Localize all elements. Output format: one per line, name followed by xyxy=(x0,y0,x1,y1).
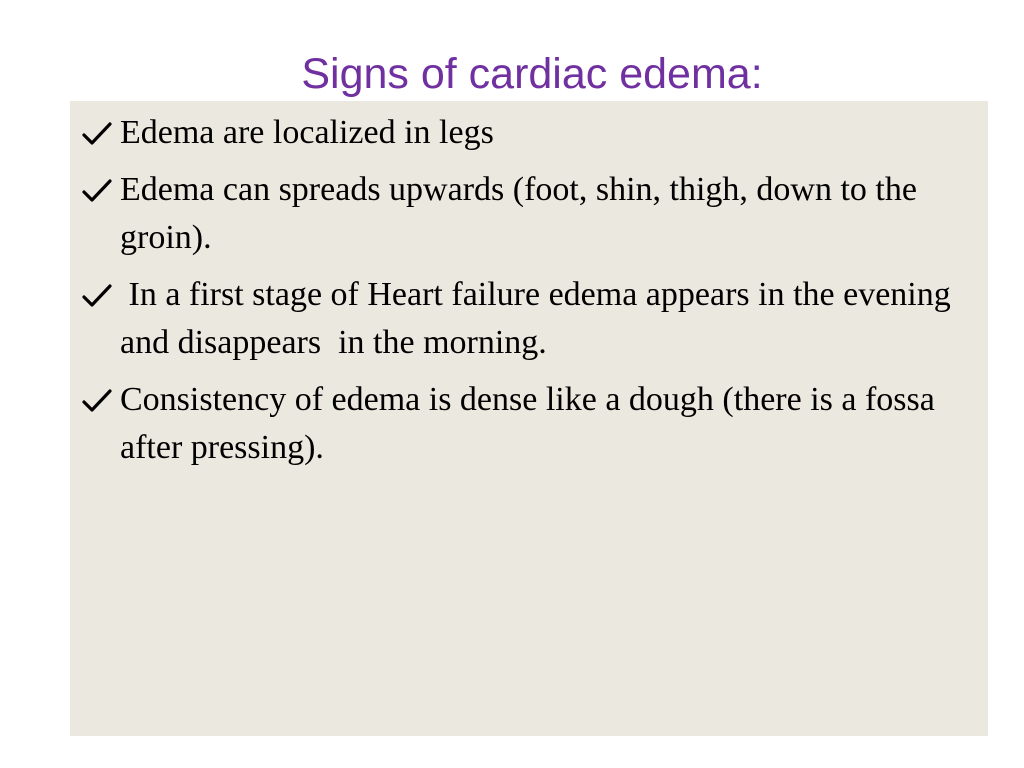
bullet-item xyxy=(80,271,970,367)
checkmark-icon xyxy=(82,109,114,157)
bullet-item xyxy=(80,109,970,157)
checkmark-icon xyxy=(82,271,114,319)
content-box xyxy=(70,101,988,736)
bullet-text: In a first stage of Heart failure edema appears in the evening and disappears in the morning. xyxy=(120,276,960,361)
checkmark-icon xyxy=(82,376,114,424)
bullet-item xyxy=(80,166,970,262)
slide-title: Signs of cardiac edema: xyxy=(301,50,763,98)
checkmark-icon xyxy=(82,166,114,214)
bullet-text: Consistency of edema is dense like a dough (there is a fossa after pressing). xyxy=(120,381,944,466)
bullet-text: Edema are localized in legs xyxy=(120,114,494,151)
bullet-item xyxy=(80,376,970,472)
bullet-list xyxy=(80,109,970,481)
bullet-text: Edema can spreads upwards (foot, shin, thigh, down to the groin). xyxy=(120,171,926,256)
